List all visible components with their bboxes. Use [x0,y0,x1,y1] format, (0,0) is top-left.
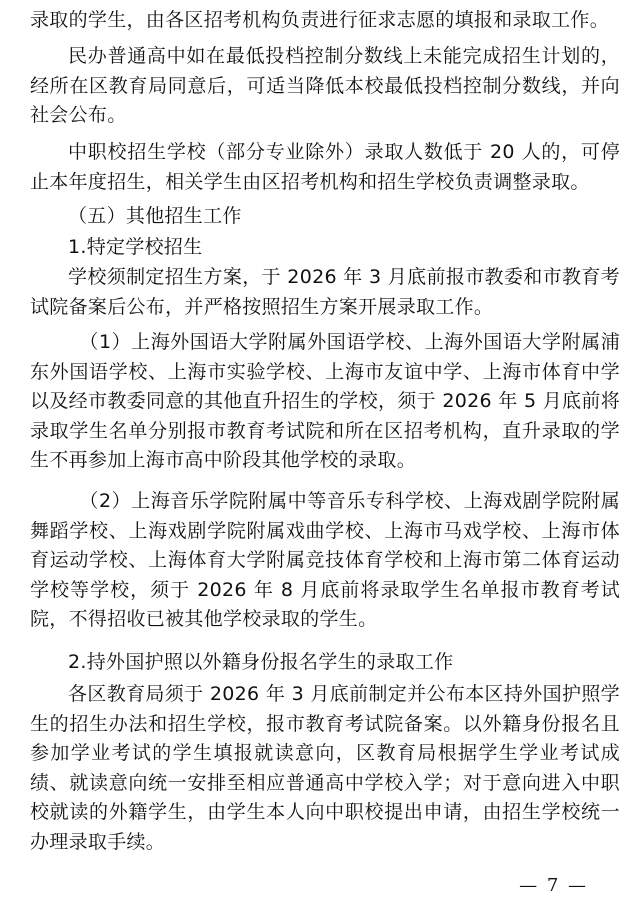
paragraph-admission-plan: 学校须制定招生方案，于 2026 年 3 月底前报市教委和市教育考试院备案后公布，并严格按照招生方案开展录取工作。 [30,266,620,318]
section-heading-other-admissions: （五）其他招生工作 [68,205,242,227]
page-number: — 7 — [519,875,588,896]
paragraph-direct-admission-schools: （1）上海外国语大学附属外国语学校、上海外国语大学附属浦东外国语学校、上海市实验学校、上海市友谊中学、上海市体育中学以及经市教委同意的其他直升招生的学校，须于 2026 年 5 月底前将录取学生名单分别报市教育考试院和所在区招考机构，直升录取的学生不再参加上海市高中阶段其他学校的录取。 [30,331,620,472]
paragraph-foreign-students: 各区教育局须于 2026 年 3 月底前制定并公布本区持外国护照学生的招生办法和招生学校，报市教育考试院备案。以外籍身份报名且参加学业考试的学生填报就读意向，区教育局根据学生学业考试成绩、就读意向统一安排至相应普通高中学校入学；对于意向进入中职校就读的外籍学生，由学生本人向中职校提出申请，由招生学校统一办理录取手续。 [30,683,620,853]
paragraph-continuation: 录取的学生，由各区招考机构负责进行征求志愿的填报和录取工作。 [30,9,610,31]
paragraph-vocational-school: 中职校招生学校（部分专业除外）录取人数低于 20 人的，可停止本年度招生，相关学生由区招考机构和招生学校负责调整录取。 [30,141,620,193]
paragraph-arts-sports-schools: （2）上海音乐学院附属中等音乐专科学校、上海戏剧学院附属舞蹈学校、上海戏剧学院附属戏曲学校、上海市马戏学校、上海市体育运动学校、上海体育大学附属竞技体育学校和上海市第二体育运动学校等学校，须于 2026 年 8 月底前将录取学生名单报市教育考试院，不得招收已被其他学校录取的学生。 [30,490,620,631]
subsection-heading-specific-schools: 1.特定学校招生 [68,236,203,258]
subsection-heading-foreign-passport: 2.持外国护照以外籍身份报名学生的录取工作 [68,651,454,673]
paragraph-private-high-school: 民办普通高中如在最低投档控制分数线上未能完成招生计划的，经所在区教育局同意后，可适当降低本校最低投档控制分数线，并向社会公布。 [30,45,620,127]
